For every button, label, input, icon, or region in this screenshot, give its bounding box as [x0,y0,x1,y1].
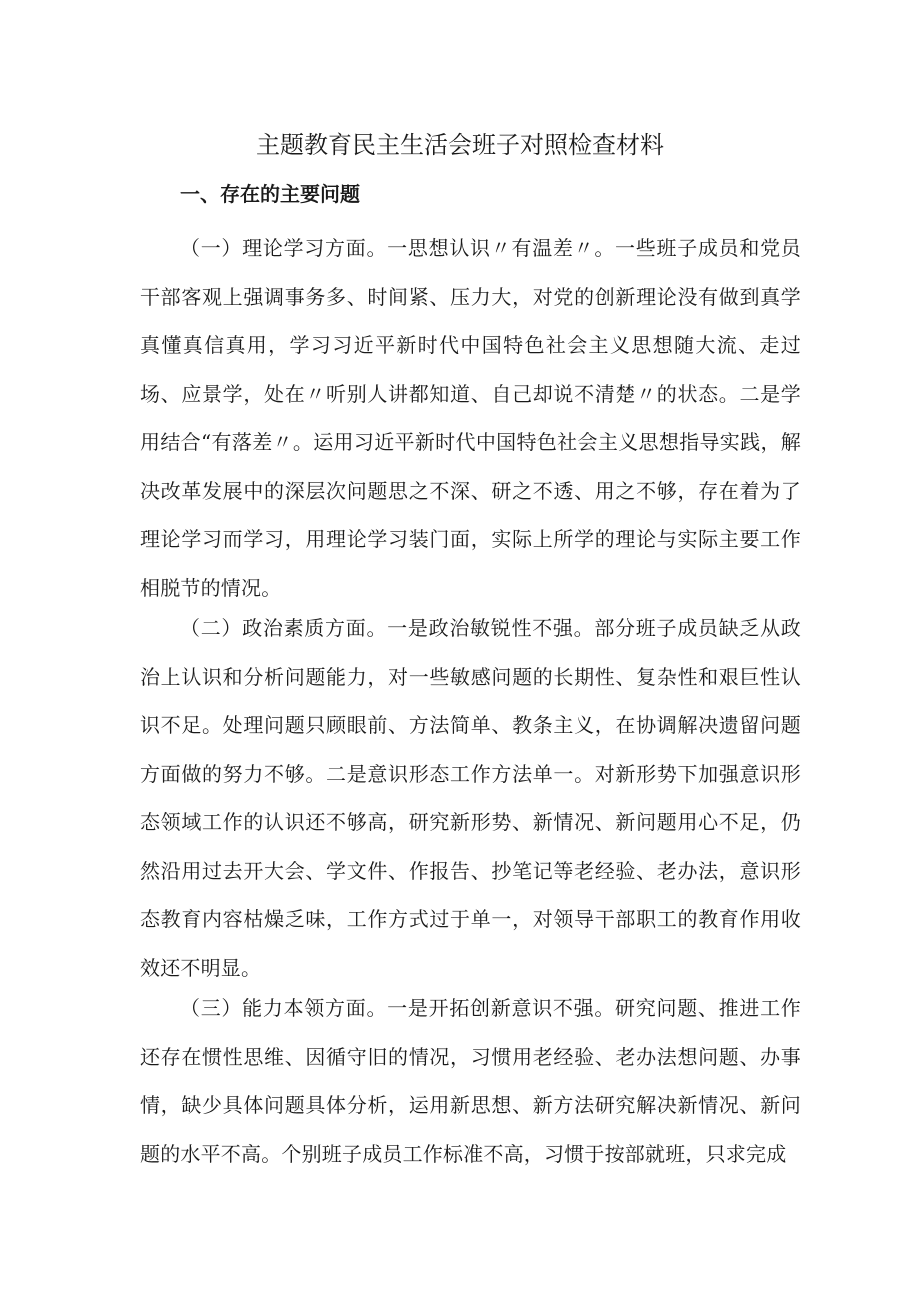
paragraph-political-quality: （二）政治素质方面。一是政治敏锐性不强。部分班子成员缺乏从政治上认识和分析问题能力，对一些敏感问题的长期性、复杂性和艰巨性认识不足。处理问题只顾眼前、方法简单、教条主义，在协调解决遗留问题方面做的努力不够。二是意识形态工作方法单一。对新形势下加强意识形态领域工作的认识还不够高，研究新形势、新情况、新问题用心不足，仍然沿用过去开大会、学文件、作报告、抄笔记等老经验、老办法，意识形态教育内容枯燥乏味，工作方式过于单一，对领导干部职工的教育作用收效还不明显。 [140,616,801,980]
paragraph-capability: （三）能力本领方面。一是开拓创新意识不强。研究问题、推进工作还存在惯性思维、因循守旧的情况，习惯用老经验、老办法想问题、办事情，缺少具体问题具体分析，运用新思想、新方法研究解决新情况、新问题的水平不高。个别班子成员工作标准不高，习惯于按部就班，只求完成 [140,996,801,1166]
document-title: 主题教育民主生活会班子对照检查材料 [256,131,664,159]
section-heading: 一、存在的主要问题 [180,182,360,206]
paragraph-theory-study: （一）理论学习方面。一思想认识〃有温差〃。一些班子成员和党员干部客观上强调事务多、时间紧、压力大，对党的创新理论没有做到真学真懂真信真用，学习习近平新时代中国特色社会主义思想随大流、走过场、应景学，处在〃听别人讲都知道、自己却说不清楚〃的状态。二是学用结合“有落差〃。运用习近平新时代中国特色社会主义思想指导实践，解决改革发展中的深层次问题思之不深、研之不透、用之不够，存在着为了理论学习而学习，用理论学习装门面，实际上所学的理论与实际主要工作相脱节的情况。 [140,236,801,600]
